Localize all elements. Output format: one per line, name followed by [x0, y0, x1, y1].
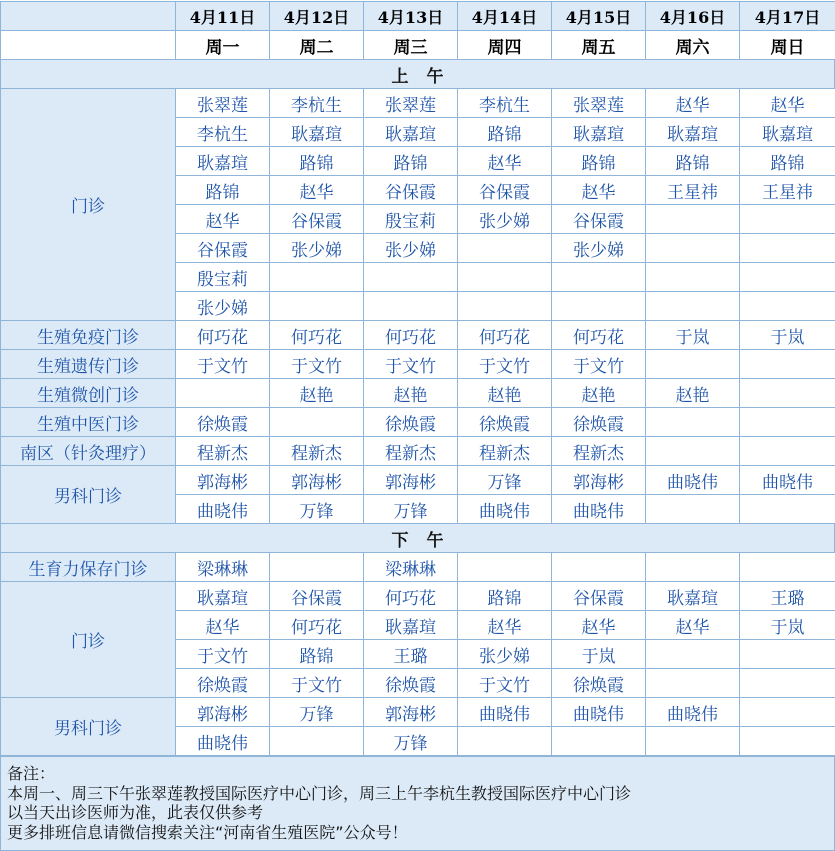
department-label: 南区（针灸理疗）: [0, 436, 176, 466]
empty-cell: [739, 407, 835, 437]
department-label: 生育力保存门诊: [0, 552, 176, 582]
doctor-cell: 赵艳: [457, 378, 552, 408]
doctor-cell: 郭海彬: [551, 465, 646, 495]
doctor-cell: 赵华: [645, 610, 740, 640]
empty-cell: [739, 552, 835, 582]
doctor-cell: 王璐: [739, 581, 835, 611]
doctor-cell: 路锦: [269, 146, 364, 176]
doctor-cell: 赵华: [645, 88, 740, 118]
empty-cell: [645, 262, 740, 292]
department-label: 生殖遗传门诊: [0, 349, 176, 379]
notes-line-2: 以当天出诊医师为准，此表仅供参考: [7, 803, 264, 822]
doctor-cell: 耿嘉瑄: [269, 117, 364, 147]
weekday-header: 周一: [175, 30, 270, 60]
doctor-cell: 路锦: [175, 175, 270, 205]
doctor-cell: 何巧花: [457, 320, 552, 350]
doctor-cell: 张少娣: [551, 233, 646, 263]
section-header-afternoon: 下午: [0, 523, 835, 553]
doctor-cell: 赵华: [175, 610, 270, 640]
empty-cell: [457, 262, 552, 292]
doctor-cell: 徐焕霞: [457, 407, 552, 437]
empty-cell: [645, 233, 740, 263]
header-corner: [0, 1, 176, 31]
doctor-cell: 程新杰: [175, 436, 270, 466]
empty-cell: [739, 378, 835, 408]
date-header: 4月17日: [739, 1, 835, 31]
empty-cell: [269, 552, 364, 582]
doctor-cell: 梁琳琳: [175, 552, 270, 582]
weekday-header: 周日: [739, 30, 835, 60]
doctor-cell: 耿嘉瑄: [551, 117, 646, 147]
doctor-cell: 路锦: [645, 146, 740, 176]
doctor-cell: 徐焕霞: [363, 407, 458, 437]
doctor-cell: 曲晓伟: [551, 494, 646, 524]
department-label: 生殖免疫门诊: [0, 320, 176, 350]
empty-cell: [645, 407, 740, 437]
doctor-cell: 赵艳: [363, 378, 458, 408]
doctor-cell: 张翠莲: [175, 88, 270, 118]
doctor-cell: 于岚: [739, 610, 835, 640]
doctor-cell: 万锋: [363, 494, 458, 524]
doctor-cell: 赵华: [269, 175, 364, 205]
empty-cell: [551, 726, 646, 756]
doctor-cell: 王星祎: [739, 175, 835, 205]
date-header: 4月11日: [175, 1, 270, 31]
doctor-cell: 谷保霞: [269, 204, 364, 234]
doctor-cell: 张少娣: [175, 291, 270, 321]
doctor-cell: 李杭生: [457, 88, 552, 118]
doctor-cell: 程新杰: [269, 436, 364, 466]
empty-cell: [269, 726, 364, 756]
weekday-header: 周五: [551, 30, 646, 60]
doctor-cell: 殷宝莉: [363, 204, 458, 234]
empty-cell: [739, 494, 835, 524]
department-label: 男科门诊: [0, 697, 176, 756]
empty-cell: [457, 726, 552, 756]
empty-cell: [269, 291, 364, 321]
doctor-cell: 王星祎: [645, 175, 740, 205]
empty-cell: [645, 726, 740, 756]
doctor-cell: 路锦: [739, 146, 835, 176]
doctor-cell: 赵艳: [551, 378, 646, 408]
doctor-cell: 耿嘉瑄: [363, 610, 458, 640]
doctor-cell: 赵华: [175, 204, 270, 234]
doctor-cell: 于岚: [645, 320, 740, 350]
empty-cell: [645, 204, 740, 234]
doctor-cell: 路锦: [457, 117, 552, 147]
doctor-cell: 耿嘉瑄: [739, 117, 835, 147]
doctor-cell: 耿嘉瑄: [645, 581, 740, 611]
doctor-cell: 于文竹: [175, 349, 270, 379]
date-header: 4月12日: [269, 1, 364, 31]
doctor-cell: 耿嘉瑄: [175, 146, 270, 176]
doctor-cell: 郭海彬: [363, 465, 458, 495]
doctor-cell: 曲晓伟: [457, 494, 552, 524]
doctor-cell: 徐焕霞: [175, 407, 270, 437]
doctor-cell: 耿嘉瑄: [363, 117, 458, 147]
empty-cell: [457, 233, 552, 263]
empty-cell: [457, 552, 552, 582]
weekday-header: 周二: [269, 30, 364, 60]
notes-title: 备注：: [7, 764, 56, 783]
doctor-cell: 何巧花: [175, 320, 270, 350]
empty-cell: [739, 291, 835, 321]
empty-cell: [175, 378, 270, 408]
doctor-cell: 耿嘉瑄: [175, 581, 270, 611]
doctor-cell: 曲晓伟: [645, 697, 740, 727]
empty-cell: [739, 262, 835, 292]
doctor-cell: 郭海彬: [269, 465, 364, 495]
empty-cell: [457, 291, 552, 321]
doctor-cell: 赵艳: [645, 378, 740, 408]
doctor-cell: 何巧花: [269, 610, 364, 640]
doctor-cell: 万锋: [269, 697, 364, 727]
doctor-cell: 曲晓伟: [457, 697, 552, 727]
doctor-cell: 徐焕霞: [551, 407, 646, 437]
doctor-cell: 于文竹: [457, 668, 552, 698]
empty-cell: [739, 726, 835, 756]
empty-cell: [645, 552, 740, 582]
weekday-header: 周三: [363, 30, 458, 60]
doctor-cell: 曲晓伟: [739, 465, 835, 495]
date-header: 4月16日: [645, 1, 740, 31]
weekday-corner: [0, 30, 176, 60]
empty-cell: [551, 262, 646, 292]
doctor-cell: 谷保霞: [551, 204, 646, 234]
doctor-cell: 何巧花: [269, 320, 364, 350]
weekday-header: 周四: [457, 30, 552, 60]
doctor-cell: 郭海彬: [363, 697, 458, 727]
doctor-cell: 徐焕霞: [363, 668, 458, 698]
doctor-cell: 李杭生: [175, 117, 270, 147]
doctor-cell: 万锋: [363, 726, 458, 756]
doctor-cell: 于文竹: [551, 349, 646, 379]
empty-cell: [739, 233, 835, 263]
doctor-cell: 曲晓伟: [175, 494, 270, 524]
empty-cell: [739, 349, 835, 379]
doctor-cell: 万锋: [457, 465, 552, 495]
doctor-cell: 路锦: [269, 639, 364, 669]
doctor-cell: 于文竹: [269, 668, 364, 698]
doctor-cell: 谷保霞: [175, 233, 270, 263]
doctor-cell: 张翠莲: [363, 88, 458, 118]
doctor-cell: 赵华: [551, 610, 646, 640]
doctor-cell: 赵华: [457, 146, 552, 176]
doctor-cell: 谷保霞: [363, 175, 458, 205]
empty-cell: [739, 668, 835, 698]
doctor-cell: 曲晓伟: [175, 726, 270, 756]
empty-cell: [645, 494, 740, 524]
doctor-cell: 何巧花: [363, 320, 458, 350]
empty-cell: [645, 639, 740, 669]
doctor-cell: 程新杰: [551, 436, 646, 466]
doctor-cell: 何巧花: [551, 320, 646, 350]
empty-cell: [269, 407, 364, 437]
doctor-cell: 张少娣: [457, 204, 552, 234]
empty-cell: [363, 291, 458, 321]
weekday-header: 周六: [645, 30, 740, 60]
doctor-cell: 张少娣: [269, 233, 364, 263]
doctor-cell: 谷保霞: [551, 581, 646, 611]
doctor-cell: 王璐: [363, 639, 458, 669]
doctor-cell: 程新杰: [363, 436, 458, 466]
doctor-cell: 赵华: [551, 175, 646, 205]
doctor-cell: 程新杰: [457, 436, 552, 466]
section-header-morning: 上午: [0, 59, 835, 89]
doctor-cell: 赵华: [739, 88, 835, 118]
doctor-cell: 谷保霞: [457, 175, 552, 205]
doctor-cell: 曲晓伟: [645, 465, 740, 495]
doctor-cell: 路锦: [551, 146, 646, 176]
empty-cell: [645, 349, 740, 379]
empty-cell: [739, 204, 835, 234]
department-label: 门诊: [0, 581, 176, 698]
doctor-cell: 于文竹: [363, 349, 458, 379]
doctor-cell: 张少娣: [363, 233, 458, 263]
doctor-cell: 于岚: [551, 639, 646, 669]
doctor-cell: 郭海彬: [175, 465, 270, 495]
doctor-cell: 殷宝莉: [175, 262, 270, 292]
doctor-cell: 于文竹: [175, 639, 270, 669]
empty-cell: [269, 262, 364, 292]
empty-cell: [551, 552, 646, 582]
doctor-cell: 谷保霞: [269, 581, 364, 611]
doctor-cell: 张翠莲: [551, 88, 646, 118]
doctor-cell: 耿嘉瑄: [645, 117, 740, 147]
doctor-cell: 路锦: [363, 146, 458, 176]
doctor-cell: 曲晓伟: [551, 697, 646, 727]
empty-cell: [645, 668, 740, 698]
doctor-cell: 于文竹: [457, 349, 552, 379]
empty-cell: [739, 436, 835, 466]
empty-cell: [363, 262, 458, 292]
empty-cell: [645, 291, 740, 321]
doctor-cell: 张少娣: [457, 639, 552, 669]
date-header: 4月14日: [457, 1, 552, 31]
empty-cell: [551, 291, 646, 321]
date-header: 4月15日: [551, 1, 646, 31]
doctor-cell: 何巧花: [363, 581, 458, 611]
department-label: 生殖微创门诊: [0, 378, 176, 408]
department-label: 男科门诊: [0, 465, 176, 524]
doctor-cell: 于岚: [739, 320, 835, 350]
department-label: 生殖中医门诊: [0, 407, 176, 437]
notes-line-3: 更多排班信息请微信搜索关注“河南省生殖医院”公众号！: [7, 822, 408, 842]
notes-line-1: 本周一、周三下午张翠莲教授国际医疗中心门诊，周三上午李杭生教授国际医疗中心门诊: [7, 783, 632, 803]
doctor-cell: 徐焕霞: [551, 668, 646, 698]
doctor-cell: 赵艳: [269, 378, 364, 408]
notes-section: [0, 756, 835, 851]
doctor-cell: 万锋: [269, 494, 364, 524]
doctor-cell: 路锦: [457, 581, 552, 611]
doctor-cell: 徐焕霞: [175, 668, 270, 698]
doctor-cell: 赵华: [457, 610, 552, 640]
doctor-cell: 郭海彬: [175, 697, 270, 727]
doctor-cell: 李杭生: [269, 88, 364, 118]
empty-cell: [739, 697, 835, 727]
department-label: 门诊: [0, 88, 176, 321]
date-header: 4月13日: [363, 1, 458, 31]
doctor-cell: 于文竹: [269, 349, 364, 379]
doctor-cell: 梁琳琳: [363, 552, 458, 582]
empty-cell: [739, 639, 835, 669]
empty-cell: [645, 436, 740, 466]
